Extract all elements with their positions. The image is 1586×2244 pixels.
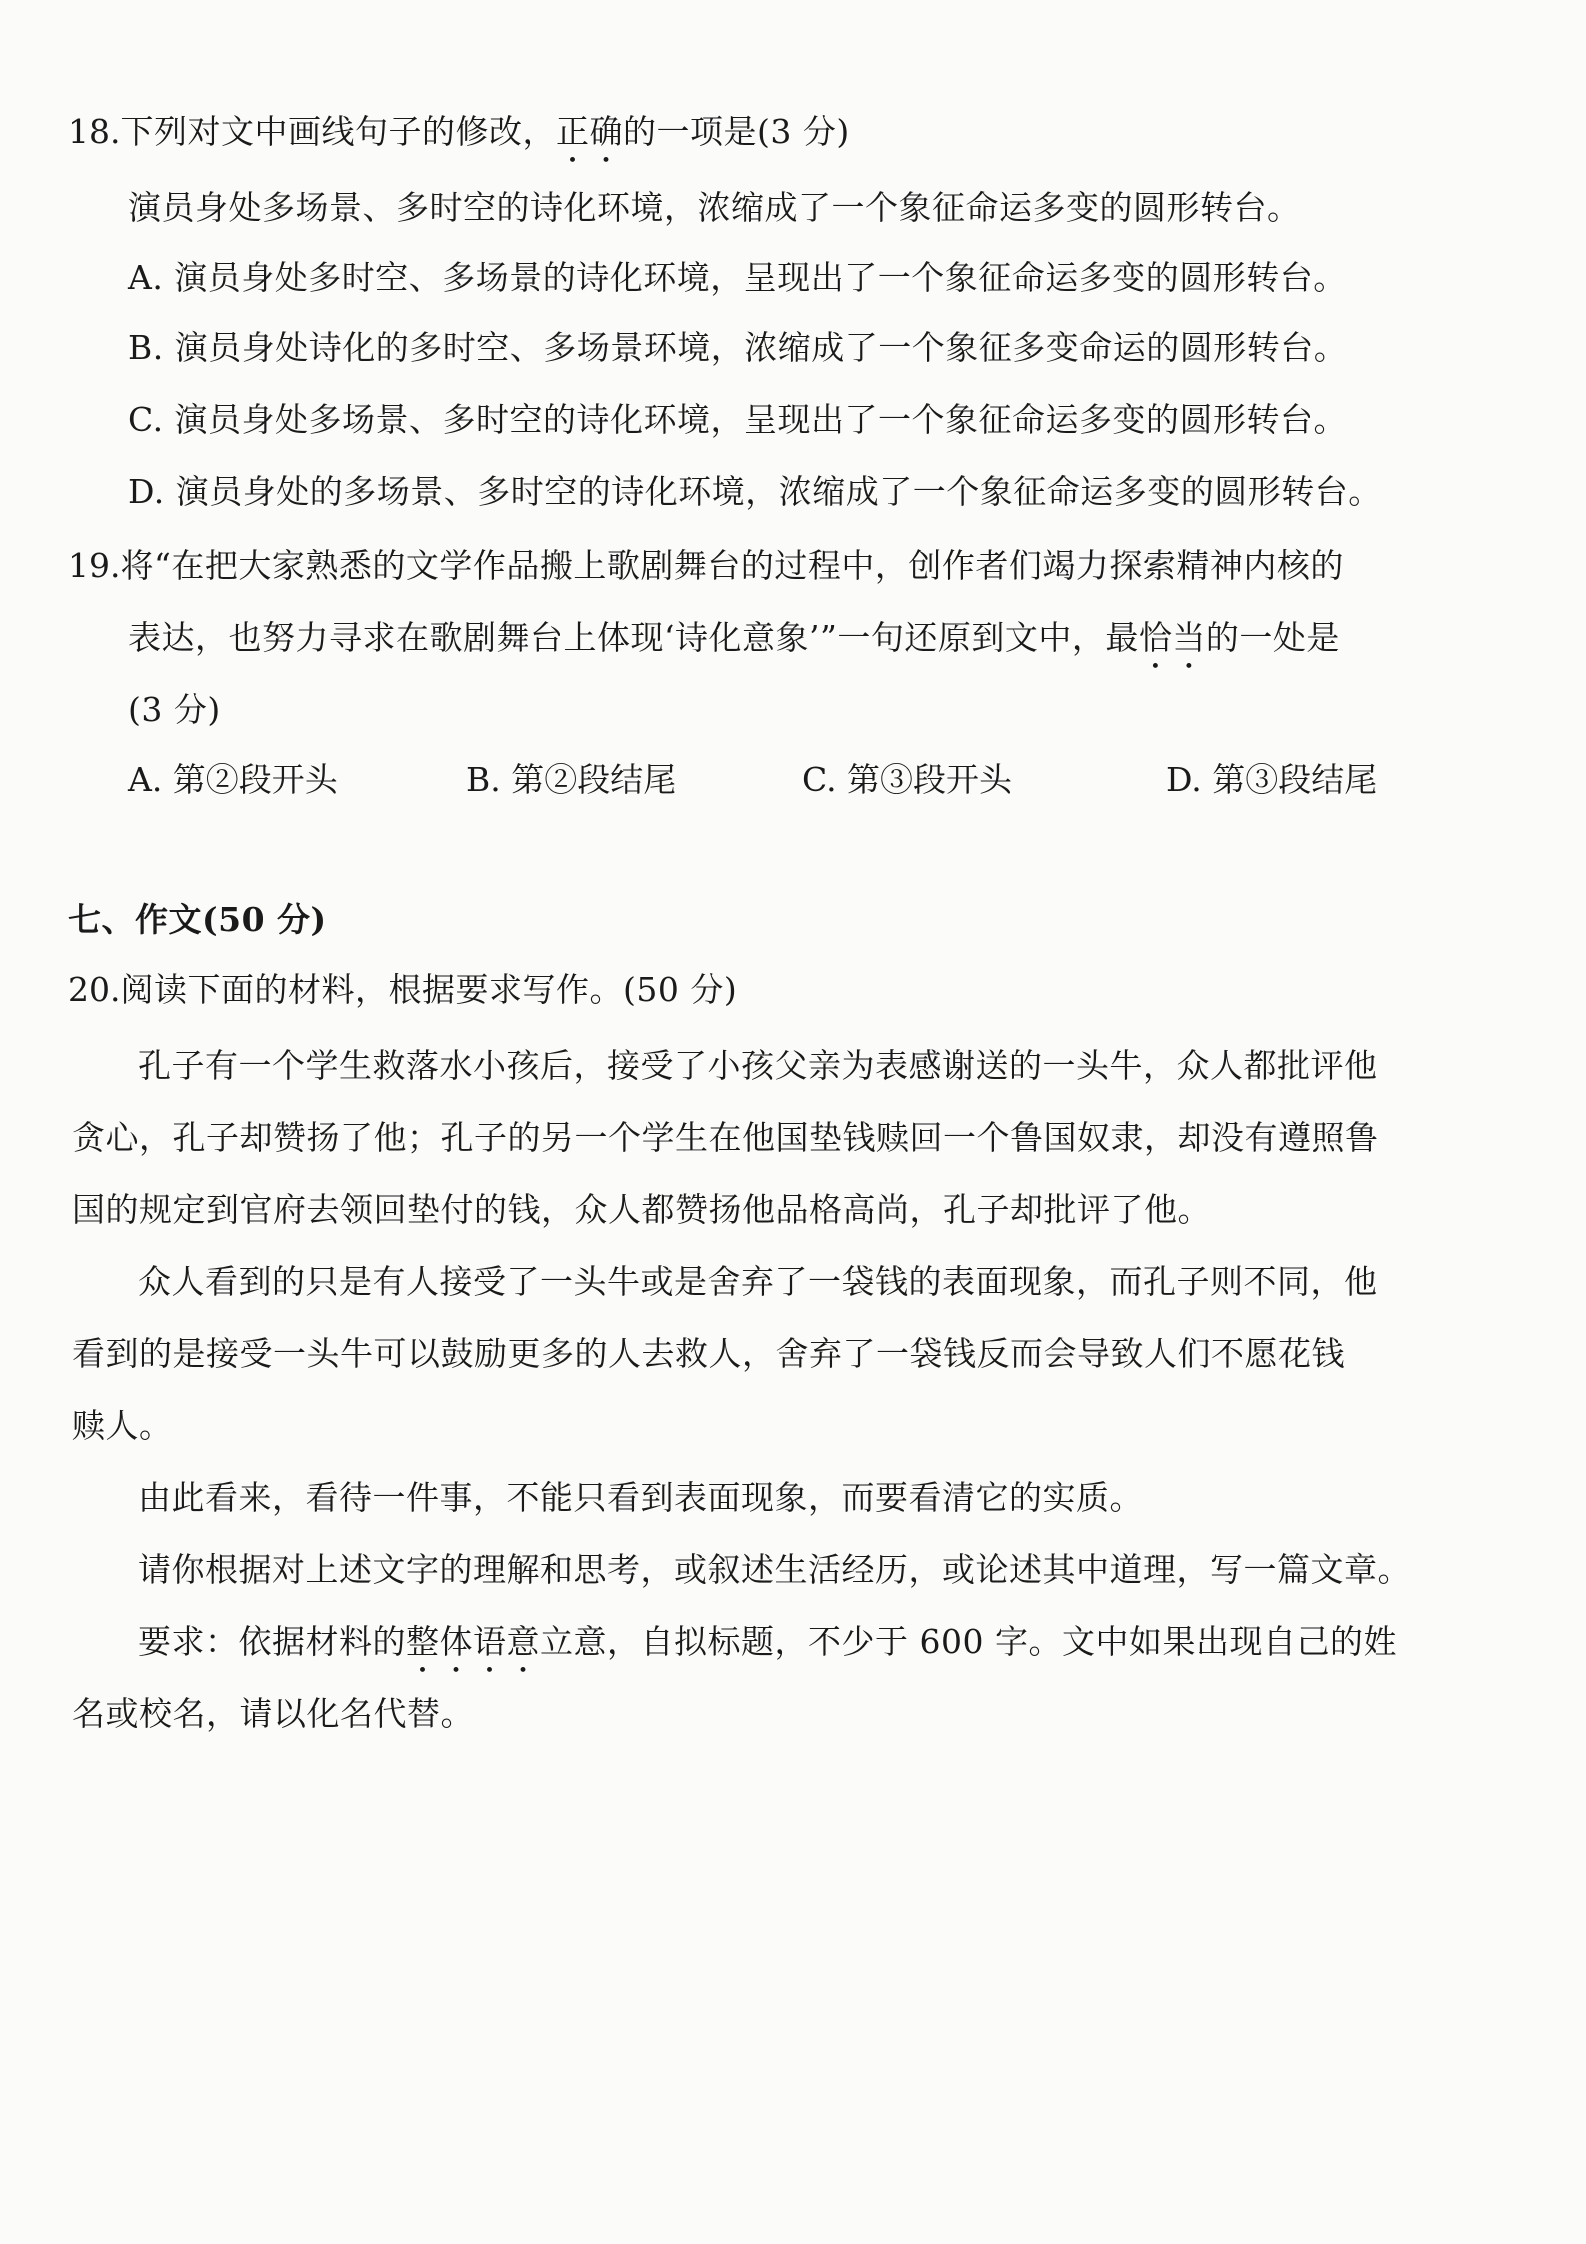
q18-stem-after: 的一项是(3 分) xyxy=(622,112,850,151)
q19-line-2-before: 表达，也努力寻求在歌剧舞台上体现‘诗化意象’”一句还原到文中，最 xyxy=(128,618,1139,657)
q19-line-2-after: 的一处是 xyxy=(1205,618,1340,657)
q20-requirement-line1 xyxy=(138,1620,1397,1681)
q20-para1-line3: 国的规定到官府去领回垫付的钱，众人都赞扬他品格高尚，孔子却批评了他。 xyxy=(72,1190,1211,1229)
q18-option-d: D. 演员身处的多场景、多时空的诗化环境，浓缩成了一个象征命运多变的圆形转台。 xyxy=(128,472,1382,511)
q18-number: 18. xyxy=(68,112,121,151)
q20-req-before: 要求：依据材料的 xyxy=(138,1622,406,1661)
q20-number: 20. xyxy=(68,970,121,1009)
q18-stem xyxy=(68,110,850,171)
q18-stem-before: 下列对文中画线句子的修改， xyxy=(120,112,556,151)
q20-stem xyxy=(68,968,737,1012)
q20-stem-text: 阅读下面的材料，根据要求写作。(50 分) xyxy=(120,970,738,1009)
q19-line-2 xyxy=(128,616,1340,677)
q20-requirement-line2: 名或校名，请以化名代替。 xyxy=(72,1694,474,1733)
q19-line-1 xyxy=(68,544,1344,588)
q19-number: 19. xyxy=(68,546,121,585)
q18-option-a: A. 演员身处多时空、多场景的诗化环境，呈现出了一个象征命运多变的圆形转台。 xyxy=(128,258,1347,297)
q20-para2-line3: 赎人。 xyxy=(72,1406,173,1445)
q18-sentence: 演员身处多场景、多时空的诗化环境，浓缩成了一个象征命运多变的圆形转台。 xyxy=(128,188,1301,227)
q20-req-emphasis: 整体语意 xyxy=(406,1622,540,1661)
q18-option-c: C. 演员身处多场景、多时空的诗化环境，呈现出了一个象征命运多变的圆形转台。 xyxy=(128,400,1348,439)
q20-para2-line1: 众人看到的只是有人接受了一头牛或是舍弃了一袋钱的表面现象，而孔子则不同，他 xyxy=(138,1262,1378,1301)
q20-para1-line2: 贪心，孔子却赞扬了他；孔子的另一个学生在他国垫钱赎回一个鲁国奴隶，却没有遵照鲁 xyxy=(72,1118,1379,1157)
q19-option-d: D. 第③段结尾 xyxy=(1166,760,1378,799)
q19-option-b: B. 第②段结尾 xyxy=(466,760,677,799)
q19-option-c: C. 第③段开头 xyxy=(802,760,1013,799)
q20-para2-line2: 看到的是接受一头牛可以鼓励更多的人去救人，舍弃了一袋钱反而会导致人们不愿花钱 xyxy=(72,1334,1345,1373)
section-7-title: 七、作文(50 分) xyxy=(68,900,327,939)
q20-req-after: 立意，自拟标题，不少于 600 字。文中如果出现自己的姓 xyxy=(540,1622,1397,1661)
q20-para4: 请你根据对上述文字的理解和思考，或叙述生活经历，或论述其中道理，写一篇文章。 xyxy=(138,1550,1411,1589)
q20-para3: 由此看来，看待一件事，不能只看到表面现象，而要看清它的实质。 xyxy=(138,1478,1143,1517)
q19-line-2-emphasis: 恰当 xyxy=(1138,618,1206,657)
q20-para1-line1: 孔子有一个学生救落水小孩后，接受了小孩父亲为表感谢送的一头牛，众人都批评他 xyxy=(138,1046,1378,1085)
q19-option-a: A. 第②段开头 xyxy=(128,760,338,799)
q19-score: (3 分) xyxy=(128,690,221,729)
q19-line-1-text: 将“在把大家熟悉的文学作品搬上歌剧舞台的过程中，创作者们竭力探索精神内核的 xyxy=(120,546,1344,585)
q18-option-b: B. 演员身处诗化的多时空、多场景环境，浓缩成了一个象征多变命运的圆形转台。 xyxy=(128,328,1348,367)
q18-stem-emphasis: 正确 xyxy=(555,112,623,151)
